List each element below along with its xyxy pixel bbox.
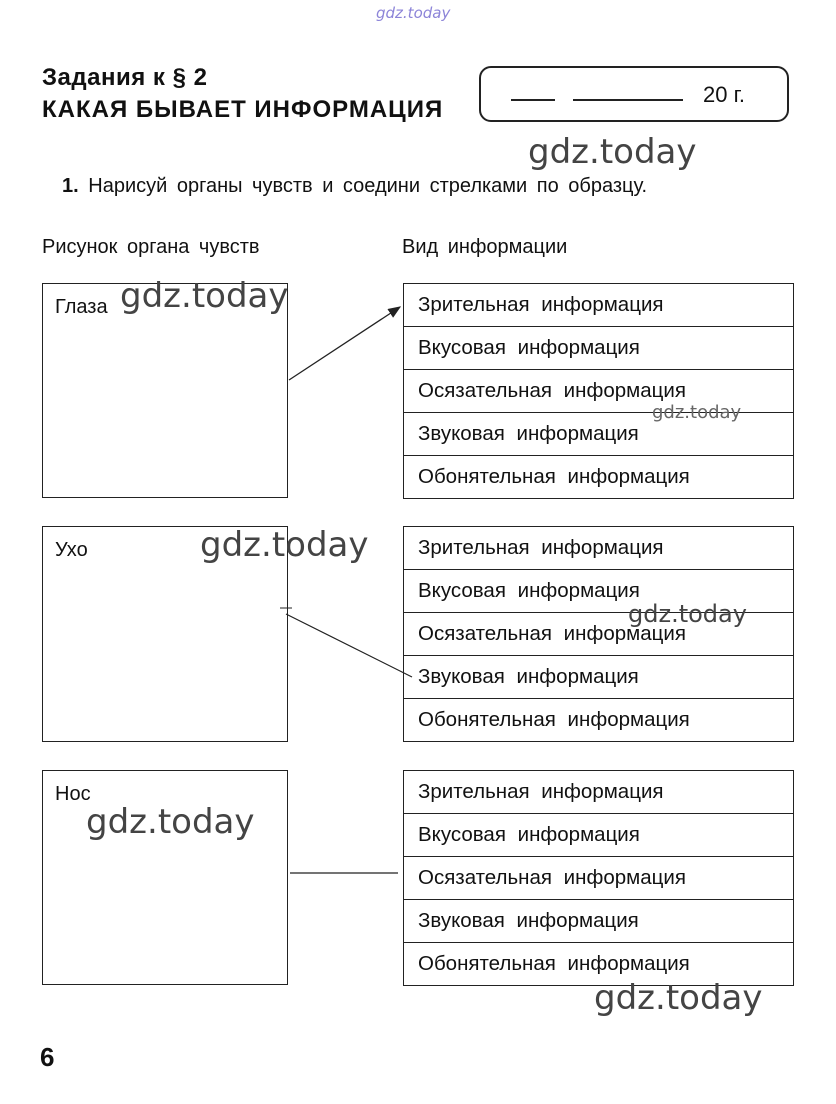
column-header-info: Вид информации bbox=[402, 236, 568, 258]
info-option-smell[interactable]: Обонятельная информация bbox=[418, 465, 690, 488]
task-number: 1. bbox=[62, 175, 79, 197]
info-option-sound[interactable]: Звуковая информация bbox=[404, 900, 793, 943]
info-options-nose bbox=[403, 770, 794, 986]
date-day-line bbox=[511, 99, 555, 101]
watermark: gdz.today bbox=[652, 402, 742, 423]
date-month-line bbox=[573, 99, 683, 101]
task-instruction bbox=[62, 175, 647, 198]
section-heading: Задания к § 2 bbox=[42, 64, 208, 91]
watermark-top: gdz.today bbox=[376, 4, 451, 22]
info-option-taste[interactable]: Вкусовая информация bbox=[404, 327, 793, 370]
watermark: gdz.today bbox=[120, 276, 289, 316]
task-text: Нарисуй органы чувств и соедини стрелками по образцу. bbox=[88, 175, 648, 197]
organ-label-eyes: Глаза bbox=[55, 296, 108, 318]
info-option-visual[interactable]: Зрительная информация bbox=[404, 771, 793, 814]
info-option-smell[interactable]: Обонятельная информация bbox=[418, 708, 690, 731]
info-options-eyes bbox=[403, 283, 794, 499]
sample-arrow bbox=[289, 307, 400, 380]
info-option-sound[interactable]: Звуковая информация bbox=[404, 656, 793, 699]
page-number: 6 bbox=[40, 1042, 55, 1072]
organ-label-nose: Нос bbox=[55, 783, 91, 805]
info-option-sound[interactable]: Звуковая информация bbox=[404, 413, 793, 456]
info-option-visual[interactable]: Зрительная информация bbox=[404, 284, 793, 327]
info-option-touch[interactable]: Осязательная информация bbox=[404, 857, 793, 900]
watermark: gdz.today bbox=[200, 525, 369, 565]
info-option-taste[interactable]: Вкусовая информация bbox=[404, 570, 793, 613]
watermark: gdz.today bbox=[86, 802, 255, 842]
info-option-smell[interactable]: Обонятельная информация bbox=[418, 952, 690, 975]
info-option-visual[interactable]: Зрительная информация bbox=[404, 527, 793, 570]
watermark: gdz.today bbox=[528, 132, 697, 172]
date-field[interactable] bbox=[479, 66, 789, 122]
watermark: gdz.today bbox=[594, 978, 763, 1018]
organ-label-ear: Ухо bbox=[55, 539, 88, 561]
watermark: gdz.today bbox=[628, 600, 747, 628]
ear-connector-line bbox=[286, 614, 412, 677]
info-option-touch[interactable]: Осязательная информация bbox=[404, 370, 793, 413]
info-options-ear bbox=[403, 526, 794, 742]
info-option-touch[interactable]: Осязательная информация bbox=[404, 613, 793, 656]
date-year-label: 20 г. bbox=[703, 82, 746, 107]
info-option-taste[interactable]: Вкусовая информация bbox=[404, 814, 793, 857]
column-header-organ: Рисунок органа чувств bbox=[42, 236, 260, 258]
page-title: КАКАЯ БЫВАЕТ ИНФОРМАЦИЯ bbox=[42, 96, 444, 123]
